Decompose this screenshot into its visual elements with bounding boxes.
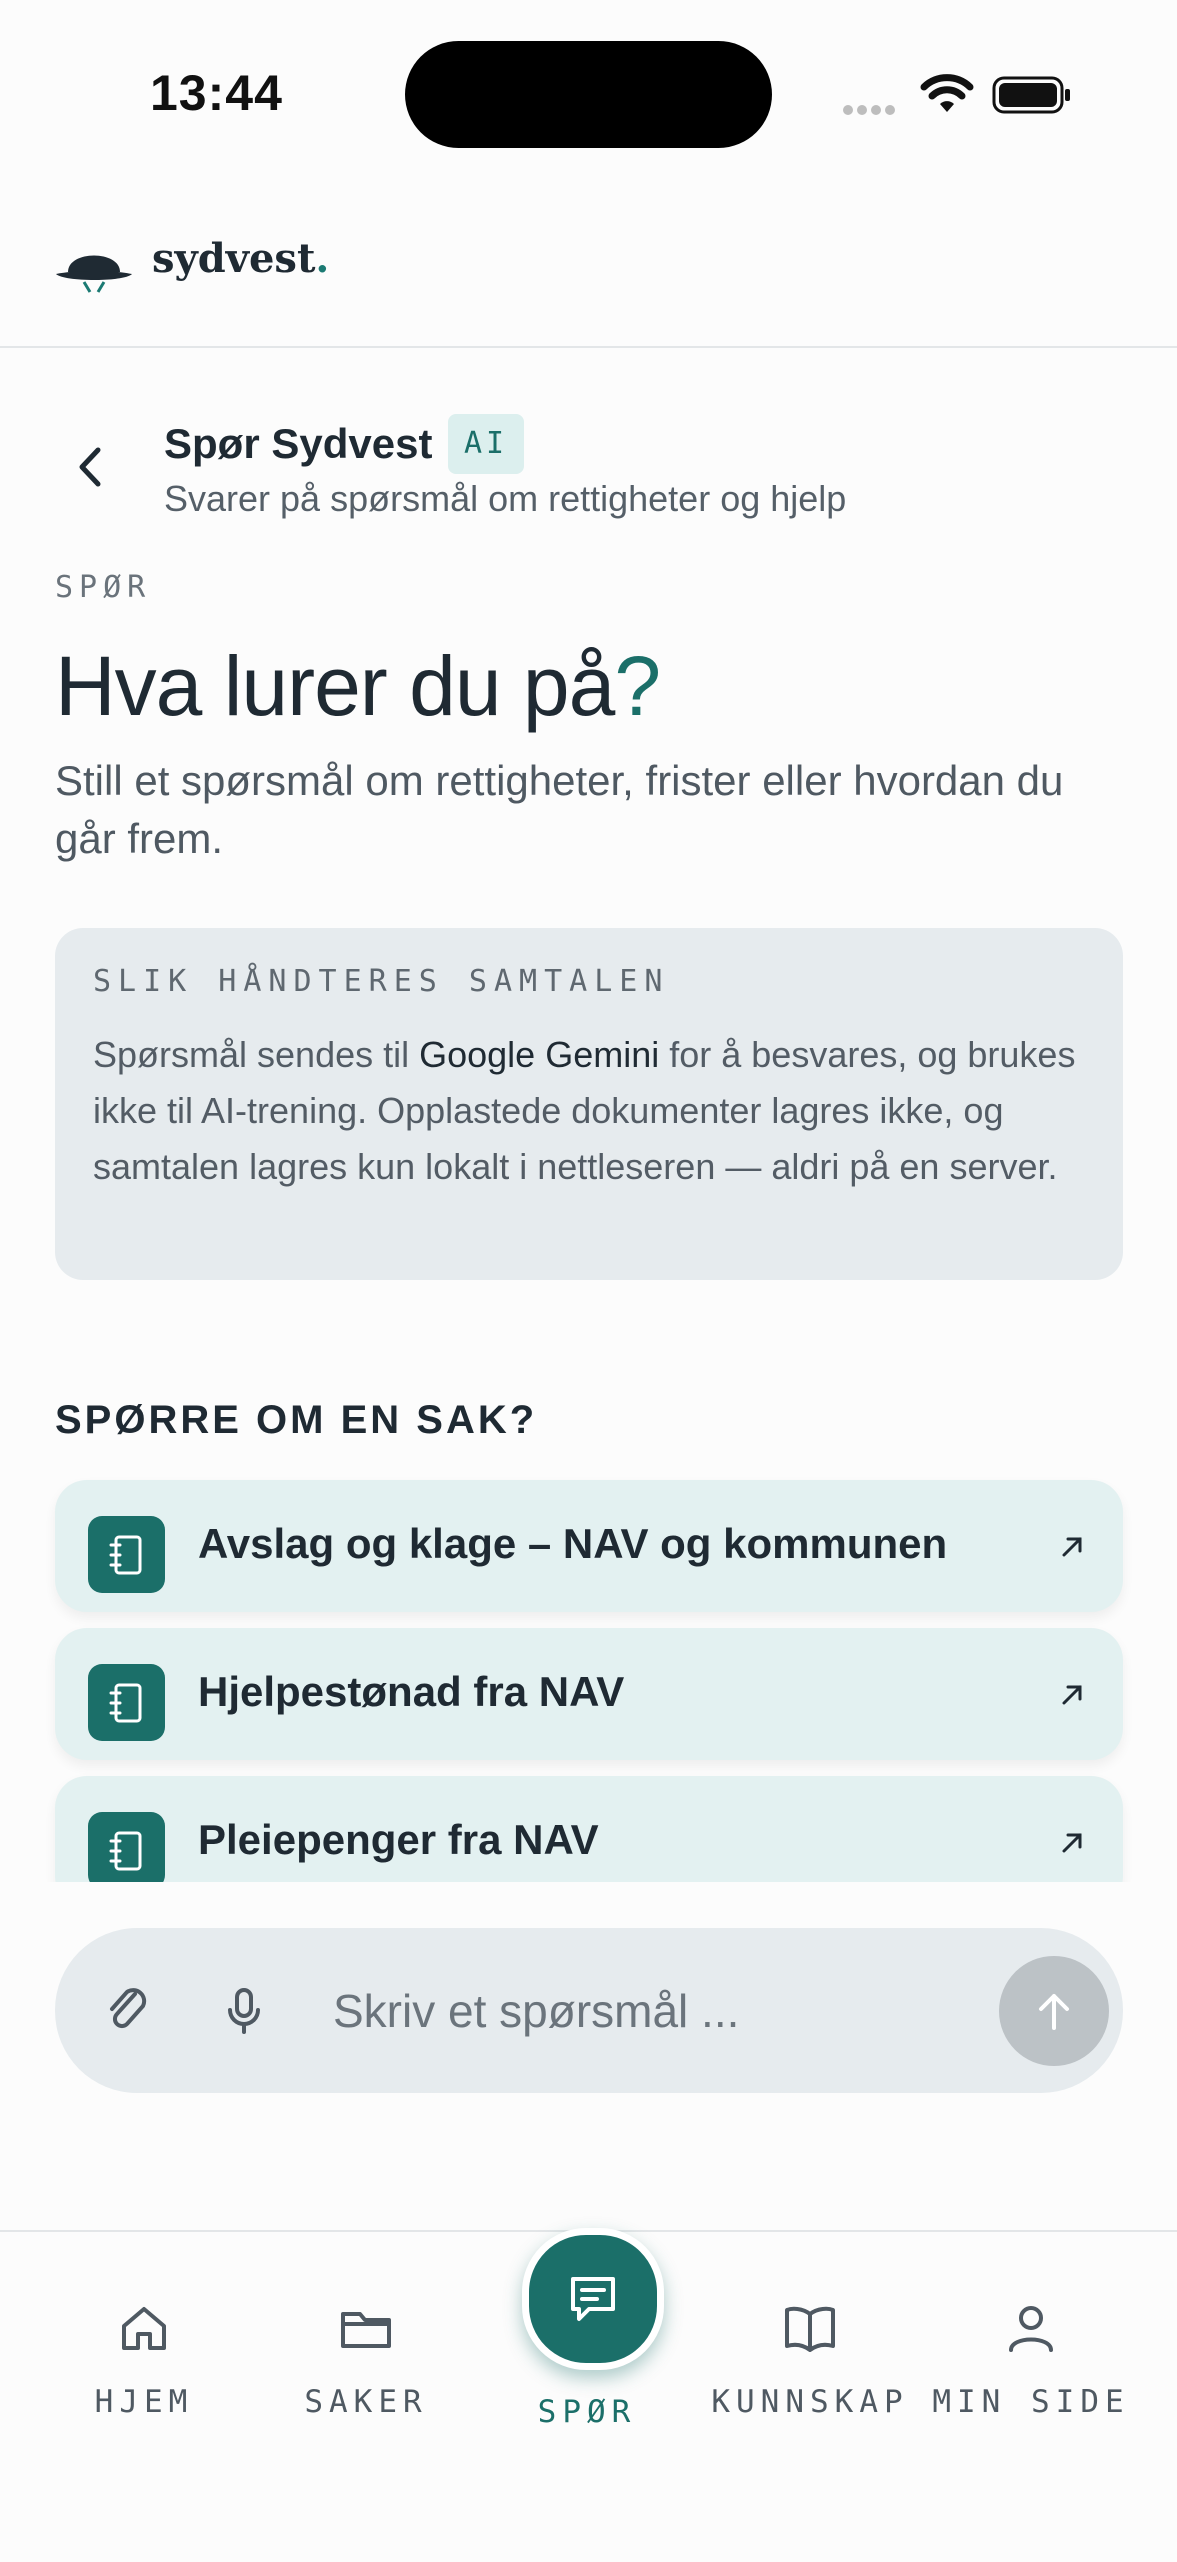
- notebook-icon: [88, 1812, 165, 1882]
- nav-label-ask[interactable]: SPØR: [537, 2394, 637, 2430]
- privacy-info-box: [55, 928, 1123, 1280]
- nav-label-knowledge: KUNNSKAP: [711, 2384, 909, 2420]
- arrow-up-right-icon: [1057, 1532, 1087, 1562]
- logo-text: sydvest: [152, 235, 316, 282]
- lead-text: Still et spørsmål om rettigheter, frister eller hvordan du går frem.: [55, 757, 1064, 862]
- nav-label-my-page: MIN SIDE: [932, 2384, 1130, 2420]
- battery-icon: [992, 76, 1072, 114]
- chat-icon: [567, 2273, 619, 2325]
- send-button[interactable]: [999, 1956, 1109, 2066]
- heading-question-mark: ?: [614, 639, 661, 733]
- chat-input-bar: [55, 1928, 1123, 2093]
- user-icon: [1003, 2300, 1059, 2356]
- question-input[interactable]: [331, 1968, 1035, 2054]
- paperclip-icon[interactable]: [103, 1980, 153, 2040]
- section-eyebrow: SPØR: [55, 570, 152, 605]
- home-icon: [116, 2300, 172, 2356]
- info-text-after: for å besvares, og brukes ikke til AI-trening. Opplastede dokumenter lagres ikke, og samtalen lagres kun lokalt i nettleseren — aldri på en server.: [93, 1034, 1076, 1187]
- info-text-highlight: Google Gemini: [419, 1034, 660, 1075]
- nav-item-cases[interactable]: [266, 2300, 466, 2420]
- arrow-up-right-icon: [1057, 1828, 1087, 1858]
- microphone-icon[interactable]: [219, 1980, 269, 2040]
- folder-icon: [338, 2300, 394, 2356]
- nav-label-home: HJEM: [94, 2384, 194, 2420]
- notebook-icon: [88, 1516, 165, 1593]
- case-item[interactable]: [55, 1776, 1123, 1882]
- nav-item-home[interactable]: [44, 2300, 244, 2420]
- wifi-icon: [920, 74, 974, 114]
- case-label: Pleiepenger fra NAV: [198, 1816, 599, 1863]
- dynamic-island: [405, 41, 772, 148]
- case-label: Hjelpestønad fra NAV: [198, 1668, 625, 1715]
- cellular-signal-icon: [843, 102, 901, 116]
- main-heading-text: Hva lurer du på: [55, 639, 615, 733]
- logo-wordmark[interactable]: [152, 235, 329, 282]
- case-label: Avslag og klage – NAV og kommunen: [198, 1520, 948, 1567]
- nav-item-my-page[interactable]: [931, 2300, 1131, 2420]
- ai-badge: AI: [448, 414, 524, 474]
- case-item[interactable]: [55, 1628, 1123, 1760]
- info-text-before: Spørsmål sendes til: [93, 1034, 420, 1075]
- arrow-up-right-icon: [1057, 1680, 1087, 1710]
- page-subtitle: Svarer på spørsmål om rettigheter og hjelp: [164, 478, 847, 519]
- info-box-title: SLIK HÅNDTERES SAMTALEN: [93, 964, 670, 999]
- main-heading: [55, 638, 660, 735]
- nav-item-knowledge[interactable]: [710, 2300, 910, 2420]
- info-box-text: [93, 1027, 1085, 1195]
- notebook-icon: [88, 1664, 165, 1741]
- page-title: Spør Sydvest: [164, 420, 433, 467]
- cases-section-title: SPØRRE OM EN SAK?: [55, 1398, 538, 1442]
- back-button[interactable]: [70, 442, 110, 492]
- cases-list[interactable]: [0, 1470, 1177, 1882]
- nav-item-ask[interactable]: [522, 2228, 664, 2370]
- status-time: 13:44: [150, 65, 283, 121]
- book-icon: [782, 2300, 838, 2356]
- case-item[interactable]: [55, 1480, 1123, 1612]
- logo-dot: .: [315, 235, 330, 282]
- logo-icon[interactable]: [54, 240, 134, 296]
- nav-label-cases: SAKER: [304, 2384, 428, 2420]
